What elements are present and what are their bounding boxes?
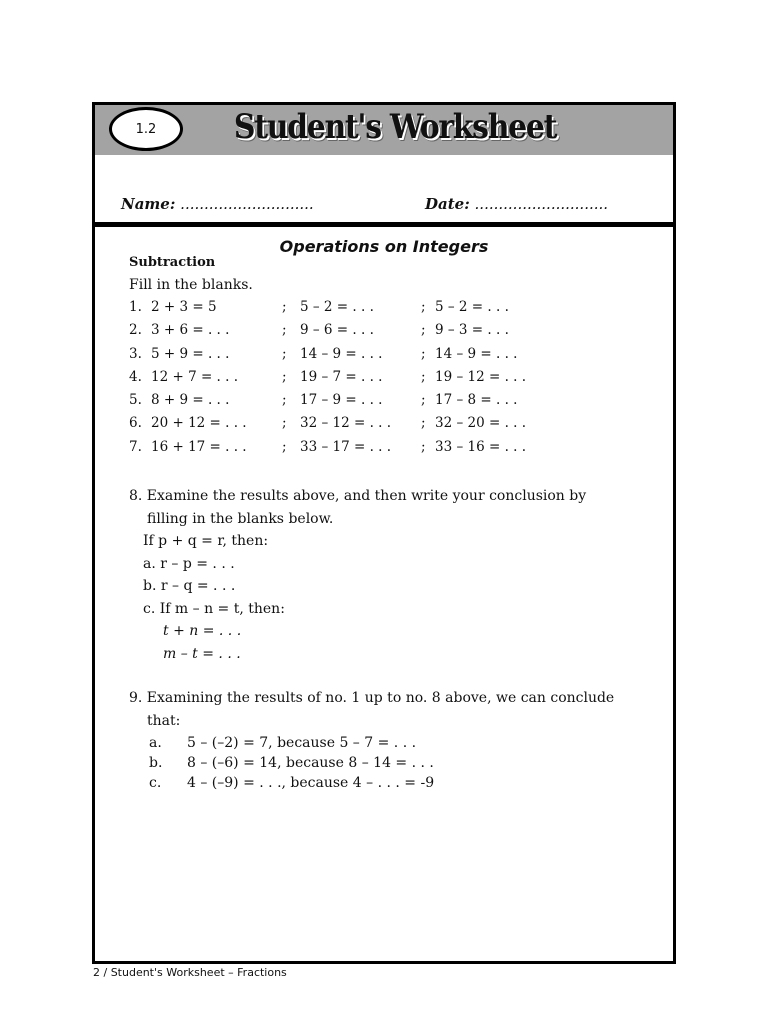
- q9-item: [129, 752, 614, 772]
- exercise-subtraction-1: 14 – 9 = . . .: [300, 345, 383, 362]
- q8-item-c2: m – t = . . .: [163, 645, 241, 662]
- exercise-subtraction-2: 19 – 12 = . . .: [435, 368, 527, 385]
- separator: ;: [421, 345, 426, 362]
- exercise-addition: 20 + 12 = . . .: [151, 415, 247, 432]
- exercise-addition: 2 + 3 = 5: [151, 299, 217, 315]
- page-footer: 2 / Student's Worksheet – Fractions: [93, 966, 287, 979]
- q8-item-c: c. If m – n = t, then:: [143, 600, 285, 617]
- separator: ;: [421, 322, 426, 339]
- question-8: [129, 485, 586, 665]
- exercise-addition: 16 + 17 = . . .: [151, 438, 247, 455]
- q9-item: [129, 772, 614, 792]
- separator: ;: [421, 368, 426, 385]
- q9-item-label: a.: [149, 735, 162, 751]
- exercise-subtraction-1: 17 – 9 = . . .: [300, 392, 383, 409]
- name-blank: ............................: [180, 195, 314, 213]
- section-subheading: Subtraction: [129, 255, 216, 270]
- separator: ;: [282, 392, 287, 409]
- date-field[interactable]: [425, 195, 608, 213]
- exercise-subtraction-2: 9 – 3 = . . .: [435, 322, 509, 339]
- q9-item-text: 5 – (–2) = 7, because 5 – 7 = . . .: [187, 735, 417, 751]
- date-label: Date:: [425, 195, 470, 213]
- exercise-subtraction-2: 14 – 9 = . . .: [435, 345, 518, 362]
- exercise-number: 1.: [129, 299, 142, 315]
- separator: ;: [421, 415, 426, 432]
- exercise-number: 3.: [129, 345, 142, 362]
- separator: ;: [282, 368, 287, 385]
- q8-line-1: 8. Examine the results above, and then write your conclusion by: [129, 488, 587, 504]
- question-9: [129, 687, 614, 792]
- q9-item-label: b.: [149, 755, 163, 771]
- exercise-subtraction-2: 17 – 8 = . . .: [435, 392, 518, 409]
- header-divider: [92, 222, 676, 227]
- exercise-subtraction-1: 32 – 12 = . . .: [300, 415, 392, 432]
- exercise-number: 7.: [129, 438, 142, 455]
- worksheet-frame: [92, 102, 676, 964]
- exercise-addition: 5 + 9 = . . .: [151, 345, 230, 362]
- worksheet-number-badge: 1.2: [109, 107, 183, 151]
- exercise-subtraction-1: 5 – 2 = . . .: [300, 299, 374, 315]
- exercise-subtraction-2: 5 – 2 = . . .: [435, 299, 509, 315]
- separator: ;: [421, 299, 426, 315]
- q9-line-1: 9. Examining the results of no. 1 up to no. 8 above, we can conclude: [129, 690, 615, 706]
- exercise-number: 2.: [129, 322, 142, 339]
- exercise-number: 5.: [129, 392, 142, 409]
- separator: ;: [282, 322, 287, 339]
- q8-item-a: a. r – p = . . .: [143, 555, 235, 572]
- exercise-addition: 8 + 9 = . . .: [151, 392, 230, 409]
- separator: ;: [282, 345, 287, 362]
- exercise-addition: 3 + 6 = . . .: [151, 322, 230, 339]
- q8-item-c1: t + n = . . .: [163, 623, 242, 639]
- q9-item-text: 4 – (–9) = . . ., because 4 – . . . = -9: [187, 775, 435, 791]
- name-field[interactable]: [121, 195, 314, 213]
- exercise-subtraction-2: 32 – 20 = . . .: [435, 415, 527, 432]
- q8-line-2: filling in the blanks below.: [147, 510, 334, 527]
- header-band: [95, 105, 673, 155]
- date-blank: ............................: [474, 195, 609, 213]
- separator: ;: [282, 299, 287, 315]
- q8-item-b: b. r – q = . . .: [143, 578, 236, 594]
- exercise-subtraction-1: 9 – 6 = . . .: [300, 322, 374, 339]
- q9-line-2: that:: [147, 712, 181, 729]
- name-date-row: [121, 195, 641, 213]
- exercise-number: 4.: [129, 368, 142, 385]
- exercise-subtraction-1: 33 – 17 = . . .: [300, 438, 392, 455]
- instruction-text: Fill in the blanks.: [129, 277, 253, 293]
- q8-if-line: If p + q = r, then:: [143, 533, 269, 549]
- name-label: Name:: [121, 195, 176, 213]
- exercise-number: 6.: [129, 415, 142, 432]
- separator: ;: [421, 392, 426, 409]
- exercise-addition: 12 + 7 = . . .: [151, 368, 239, 385]
- q9-item-label: c.: [149, 775, 162, 791]
- worksheet-title: Student's Worksheet: [233, 107, 557, 147]
- q9-item-text: 8 – (–6) = 14, because 8 – 14 = . . .: [187, 755, 434, 771]
- separator: ;: [421, 438, 426, 455]
- exercise-subtraction-1: 19 – 7 = . . .: [300, 368, 383, 385]
- exercise-subtraction-2: 33 – 16 = . . .: [435, 438, 527, 455]
- section-title: Operations on Integers: [279, 237, 489, 256]
- separator: ;: [282, 438, 287, 455]
- q9-item: [129, 732, 614, 752]
- separator: ;: [282, 415, 287, 432]
